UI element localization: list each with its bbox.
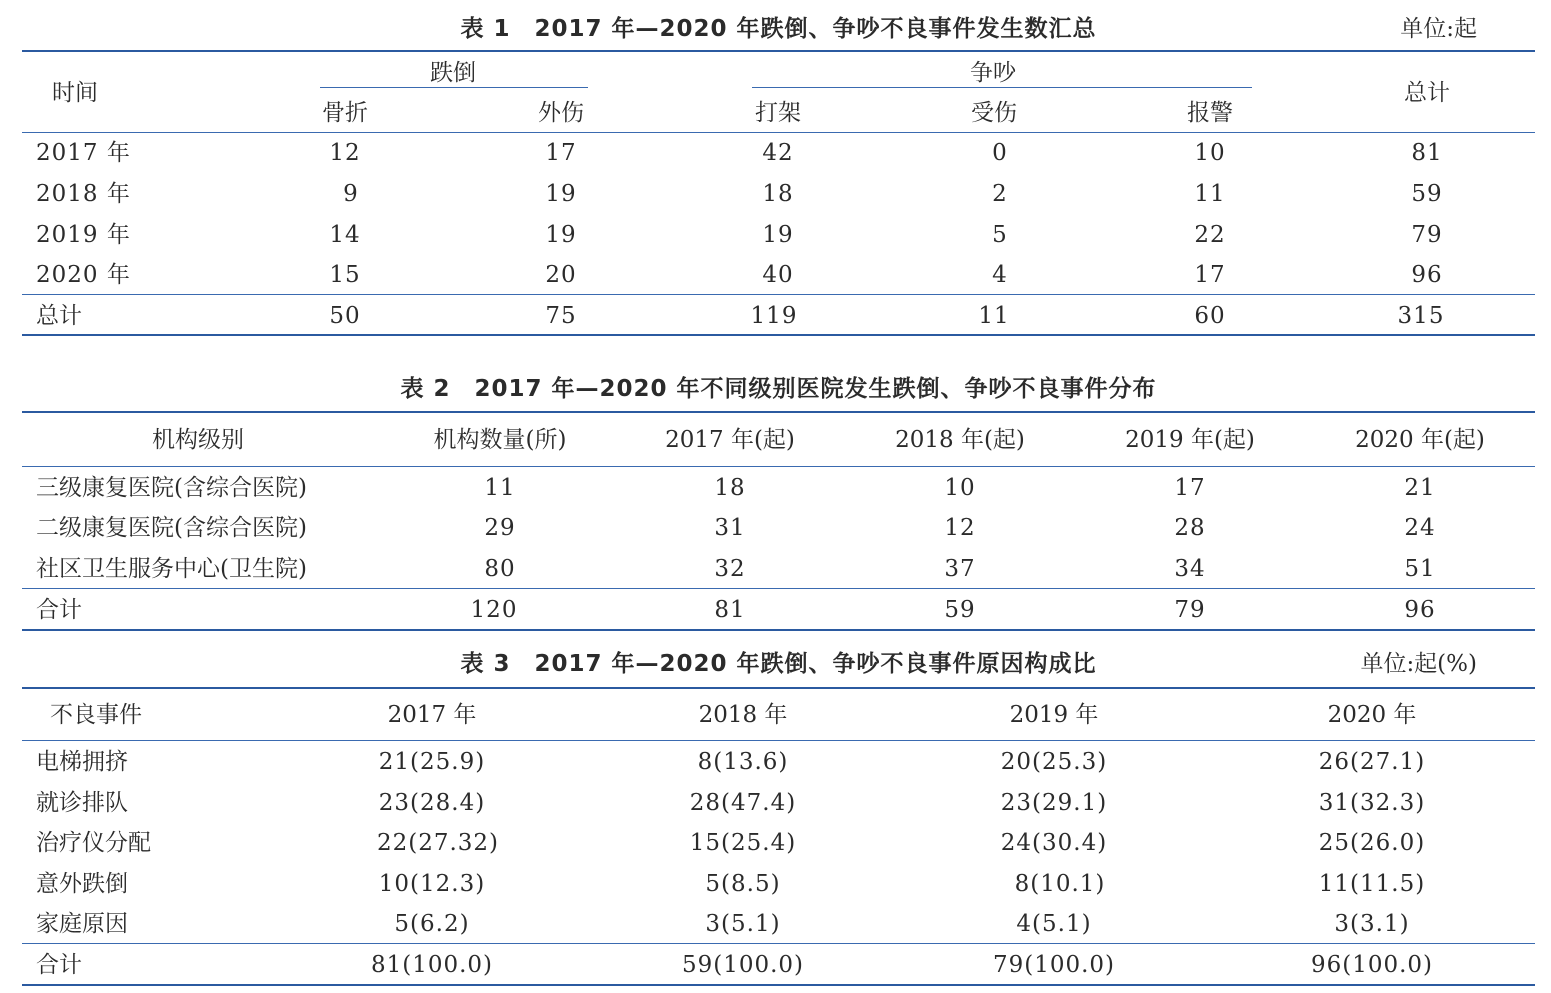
group-quarrel-underline — [752, 87, 1252, 88]
row-label: 合计 — [36, 952, 82, 978]
header-sub-fight: 打架 — [755, 100, 801, 126]
row-label: 2019 年 — [36, 222, 131, 248]
row-label: 电梯拥挤 — [36, 749, 128, 775]
header-2018: 2018 年(起) — [895, 427, 1025, 453]
table-cell: 81 — [1411, 140, 1443, 166]
header-2019: 2019 年(起) — [1125, 427, 1255, 453]
table-cell: 15 — [329, 262, 361, 288]
table-cell: 37 — [944, 556, 976, 582]
table-cell: 31(32.3) — [1318, 790, 1426, 816]
header-2017: 2017 年(起) — [665, 427, 795, 453]
table-cell: 22 — [1194, 222, 1226, 248]
header-2020: 2020 年(起) — [1355, 427, 1485, 453]
row-label: 二级康复医院(含综合医院) — [36, 515, 307, 541]
table-1-bottom-rule — [22, 334, 1535, 336]
table-2-top-rule — [22, 411, 1535, 413]
row-label: 就诊排队 — [36, 790, 128, 816]
table-cell: 81(100.0) — [370, 952, 494, 978]
table-cell: 79(100.0) — [992, 952, 1116, 978]
table-cell: 24 — [1404, 515, 1436, 541]
table-cell: 3(3.1) — [1334, 911, 1410, 937]
table-cell: 40 — [762, 262, 794, 288]
table-cell: 11 — [1194, 181, 1226, 207]
table-cell: 28 — [1174, 515, 1206, 541]
table-cell: 28(47.4) — [689, 790, 797, 816]
header-sub-police: 报警 — [1187, 100, 1233, 126]
header-sub-injury: 受伤 — [971, 100, 1017, 126]
table-2 — [22, 368, 1535, 632]
table-cell: 11(11.5) — [1318, 871, 1426, 897]
table-cell: 10(12.3) — [378, 871, 486, 897]
table-cell: 29 — [484, 515, 516, 541]
table-cell: 96(100.0) — [1310, 952, 1434, 978]
table-cell: 21 — [1404, 475, 1436, 501]
group-fall-underline — [320, 87, 588, 88]
table-cell: 2 — [992, 181, 1008, 207]
header-2017: 2017 年 — [387, 702, 477, 728]
table-cell: 42 — [762, 140, 794, 166]
table-1-title: 表 1 2017 年—2020 年跌倒、争吵不良事件发生数汇总 — [460, 16, 1097, 42]
table-cell: 315 — [1397, 303, 1445, 329]
row-label: 2018 年 — [36, 181, 131, 207]
table-cell: 15(25.4) — [689, 830, 797, 856]
table-cell: 32 — [714, 556, 746, 582]
table-cell: 51 — [1404, 556, 1436, 582]
table-cell: 120 — [470, 597, 518, 623]
row-label: 2020 年 — [36, 262, 131, 288]
table-2-caption — [22, 370, 1535, 403]
table-cell: 79 — [1174, 597, 1206, 623]
table-cell: 24(30.4) — [1000, 830, 1108, 856]
table-cell: 4 — [992, 262, 1008, 288]
table-3-title: 表 3 2017 年—2020 年跌倒、争吵不良事件原因构成比 — [460, 651, 1097, 677]
header-2020: 2020 年 — [1327, 702, 1417, 728]
table-cell: 59 — [1411, 181, 1443, 207]
table-cell: 5 — [992, 222, 1008, 248]
table-cell: 22(27.32) — [376, 830, 500, 856]
table-3-total-rule — [22, 943, 1535, 944]
table-cell: 59 — [944, 597, 976, 623]
header-2018: 2018 年 — [698, 702, 788, 728]
table-cell: 11 — [978, 303, 1010, 329]
table-cell: 11 — [484, 475, 516, 501]
table-cell: 23(28.4) — [378, 790, 486, 816]
table-cell: 5(6.2) — [394, 911, 470, 937]
table-3-header-rule — [22, 740, 1535, 741]
table-cell: 12 — [329, 140, 361, 166]
row-label: 治疗仪分配 — [36, 830, 151, 856]
row-label: 三级康复医院(含综合医院) — [36, 475, 307, 501]
row-label: 意外跌倒 — [36, 871, 128, 897]
header-time: 时间 — [52, 80, 98, 106]
table-cell: 17 — [1194, 262, 1226, 288]
table-cell: 9 — [343, 181, 359, 207]
table-cell: 5(8.5) — [705, 871, 781, 897]
table-cell: 25(26.0) — [1318, 830, 1426, 856]
table-2-header-rule — [22, 466, 1535, 467]
table-3-caption — [22, 645, 1535, 678]
table-cell: 19 — [545, 181, 577, 207]
header-group-fall: 跌倒 — [430, 60, 476, 86]
table-cell: 0 — [992, 140, 1008, 166]
table-cell: 60 — [1194, 303, 1226, 329]
table-cell: 21(25.9) — [378, 749, 486, 775]
table-1-top-rule — [22, 50, 1535, 52]
table-1-total-rule — [22, 294, 1535, 295]
table-1-caption — [22, 10, 1535, 43]
header-event: 不良事件 — [50, 702, 142, 728]
table-1-unit: 单位:起 — [1400, 16, 1477, 42]
table-cell: 18 — [762, 181, 794, 207]
table-cell: 18 — [714, 475, 746, 501]
table-cell: 96 — [1404, 597, 1436, 623]
row-label: 合计 — [36, 597, 82, 623]
row-label: 家庭原因 — [36, 911, 128, 937]
header-sub-fracture: 骨折 — [322, 100, 368, 126]
table-cell: 12 — [944, 515, 976, 541]
table-cell: 59(100.0) — [681, 952, 805, 978]
table-cell: 17 — [1174, 475, 1206, 501]
table-cell: 20 — [545, 262, 577, 288]
table-cell: 19 — [762, 222, 794, 248]
table-cell: 81 — [714, 597, 746, 623]
table-cell: 17 — [545, 140, 577, 166]
table-cell: 80 — [484, 556, 516, 582]
table-1 — [22, 8, 1535, 338]
header-group-quarrel: 争吵 — [970, 60, 1016, 86]
table-2-bottom-rule — [22, 629, 1535, 631]
table-cell: 10 — [1194, 140, 1226, 166]
table-2-title: 表 2 2017 年—2020 年不同级别医院发生跌倒、争吵不良事件分布 — [400, 376, 1157, 402]
table-cell: 79 — [1411, 222, 1443, 248]
table-3-unit: 单位:起(%) — [1360, 651, 1477, 677]
table-cell: 31 — [714, 515, 746, 541]
table-cell: 14 — [329, 222, 361, 248]
table-1-header-rule — [22, 132, 1535, 133]
table-cell: 20(25.3) — [1000, 749, 1108, 775]
table-cell: 4(5.1) — [1016, 911, 1092, 937]
row-label: 总计 — [36, 303, 82, 329]
table-cell: 96 — [1411, 262, 1443, 288]
table-cell: 119 — [750, 303, 798, 329]
header-institution-level: 机构级别 — [152, 427, 244, 453]
table-cell: 26(27.1) — [1318, 749, 1426, 775]
row-label: 社区卫生服务中心(卫生院) — [36, 556, 307, 582]
row-label: 2017 年 — [36, 140, 131, 166]
table-cell: 75 — [545, 303, 577, 329]
table-3-bottom-rule — [22, 984, 1535, 986]
table-cell: 19 — [545, 222, 577, 248]
table-cell: 50 — [329, 303, 361, 329]
table-3-top-rule — [22, 687, 1535, 689]
table-cell: 23(29.1) — [1000, 790, 1108, 816]
table-cell: 34 — [1174, 556, 1206, 582]
header-institution-count: 机构数量(所) — [433, 427, 567, 453]
table-2-total-rule — [22, 588, 1535, 589]
table-3 — [22, 643, 1535, 991]
header-sub-trauma: 外伤 — [538, 100, 584, 126]
header-total: 总计 — [1404, 80, 1450, 106]
header-2019: 2019 年 — [1009, 702, 1099, 728]
table-cell: 8(10.1) — [1014, 871, 1106, 897]
table-cell: 3(5.1) — [705, 911, 781, 937]
table-cell: 8(13.6) — [697, 749, 789, 775]
table-cell: 10 — [944, 475, 976, 501]
